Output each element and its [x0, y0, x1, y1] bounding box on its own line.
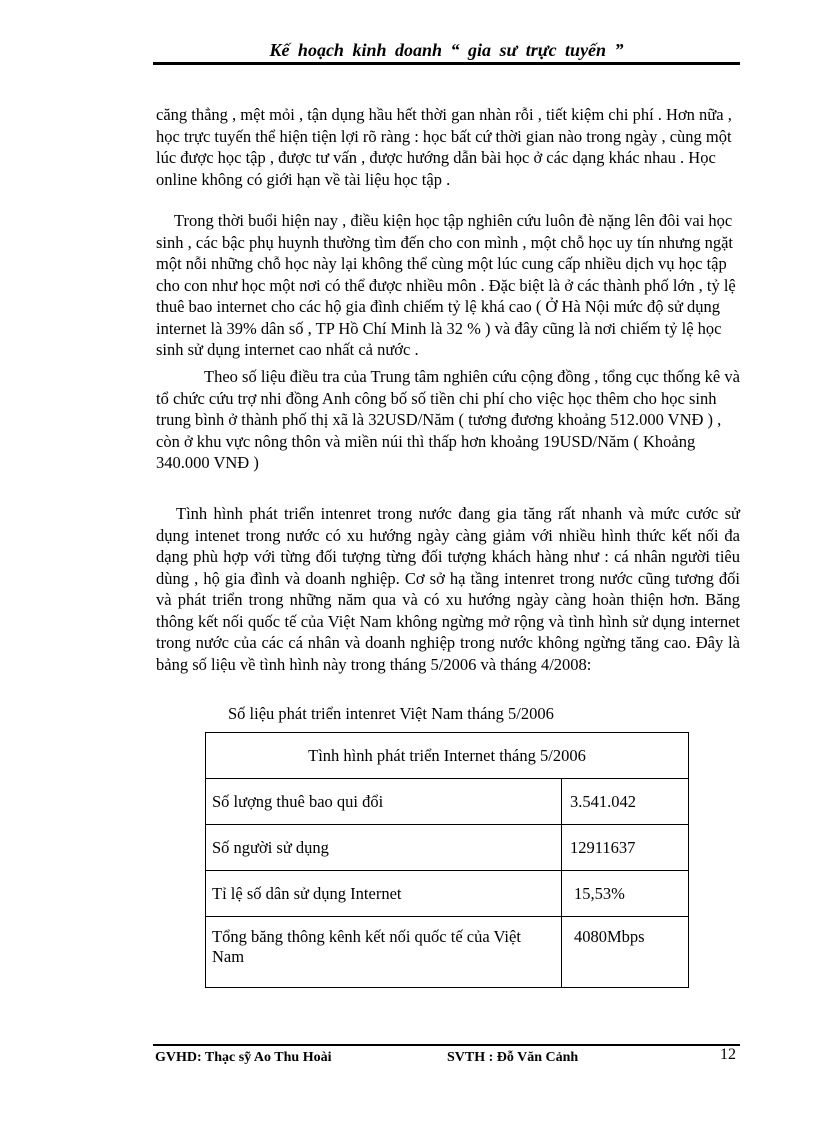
row-value: 15,53%: [562, 871, 689, 917]
footer-divider: [153, 1044, 740, 1046]
row-value: 4080Mbps: [562, 917, 689, 988]
table-row: [206, 917, 689, 988]
page-header-title: Kế hoạch kinh doanh “ gia sư trực tuyến ”: [269, 40, 624, 60]
internet-stats-table: [205, 732, 689, 988]
table-row: [206, 779, 689, 825]
table-heading: Tình hình phát triển Internet tháng 5/2006: [206, 733, 689, 779]
row-value: 12911637: [562, 825, 689, 871]
table-row: [206, 825, 689, 871]
paragraph-1: căng thẳng , mệt mỏi , tận dụng hầu hết thời gan nhàn rỗi , tiết kiệm chi phí . Hơn nữa , học trực tuyến thể hiện tiện lợi rõ ràng : học bất cứ thời gian nào trong ngày , cùng một lúc được học tập , được tư vấn , được hướng dẫn bài học ở các dạng khác nhau . Học online không có giới hạn về tài liệu học tập .: [156, 105, 732, 189]
footer-advisor: GVHD: Thạc sỹ Ao Thu Hoài: [155, 1050, 332, 1065]
table-caption: Số liệu phát triển intenret Việt Nam tháng 5/2006: [228, 704, 554, 723]
row-value: 3.541.042: [562, 779, 689, 825]
paragraph-2: Trong thời buổi hiện nay , điều kiện học tập nghiên cứu luôn đè nặng lên đôi vai học sinh , các bậc phụ huynh thường tìm đến cho con mình , một chỗ học uy tín nhưng ngặt một nỗi những chỗ học này lại không thể cùng một lúc cung cấp nhiều dịch vụ học tập cho con như học một nơi có thể được nhiều môn . Đặc biệt là ở các thành phố lớn , tỷ lệ thuê bao internet cho các hộ gia đình chiếm tỷ lệ khá cao ( Ở Hà Nội mức độ sử dụng internet là 39% dân số , TP Hồ Chí Minh là 32 % ) và đây cũng là nơi chiếm tỷ lệ học sinh sử dụng internet cao nhất cả nước .: [156, 211, 736, 359]
footer-student: SVTH : Đỗ Văn Cảnh: [447, 1050, 579, 1065]
paragraph-3: Theo số liệu điều tra của Trung tâm nghiên cứu cộng đồng , tổng cục thống kê và tổ chức cứu trợ nhi đồng Anh công bố số tiền chi phí cho việc học thêm cho học sinh trung bình ở thành phố thị xã là 32USD/Năm ( tương đương khoảng 512.000 VNĐ ) , còn ở khu vực nông thôn và miền núi thì thấp hơn khoảng 19USD/Năm ( Khoảng 340.000 VNĐ ): [156, 367, 740, 472]
page-number: 12: [720, 1046, 736, 1063]
table-heading-row: [206, 733, 689, 779]
header-divider: [153, 62, 740, 65]
paragraph-4: Tình hình phát triển intenret trong nước đang gia tăng rất nhanh và mức cước sử dụng intenet trong nước có xu hướng ngày càng giảm với nhiều hình thức kết nối đa dạng phù hợp với từng đối tượng từng đối tượng khách hàng như : cá nhân người tiêu dùng , hộ gia đình và doanh nghiệp. Cơ sở hạ tầng intenret trong nước cũng tương đối và phát triển trong những năm qua và có xu hướng ngày càng hoàn thiện hơn. Băng thông kết nối quốc tế của Việt Nam không ngừng mở rộng và tình hình sử dụng internet trong nước của các cá nhân và doanh nghiệp trong nước không ngừng tăng cao. Đây là bảng số liệu về tình hình này trong tháng 5/2006 và tháng 4/2008:: [156, 504, 740, 674]
row-label: Số người sử dụng: [206, 825, 562, 871]
table-row: [206, 871, 689, 917]
row-label: Số lượng thuê bao qui đổi: [206, 779, 562, 825]
row-label: Tổng băng thông kênh kết nối quốc tế của Việt Nam: [206, 917, 562, 988]
row-label: Tỉ lệ số dân sử dụng Internet: [206, 871, 562, 917]
